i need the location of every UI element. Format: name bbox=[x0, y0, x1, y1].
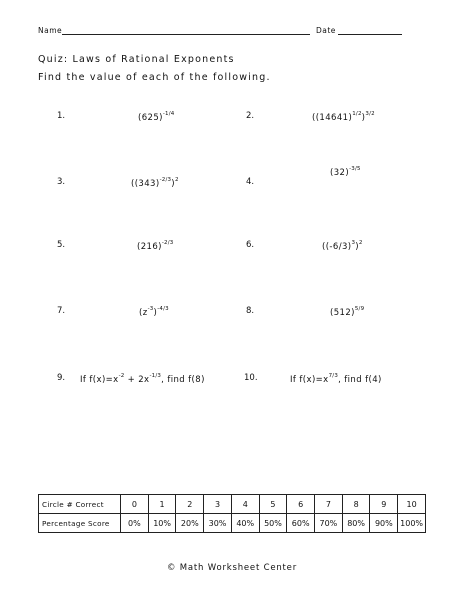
problem-7-number: 7. bbox=[57, 306, 66, 316]
percentage-cell: 30% bbox=[204, 514, 232, 533]
problem-10-number: 10. bbox=[244, 373, 258, 383]
row-label-percentage: Percentage Score bbox=[39, 514, 121, 533]
score-cell[interactable]: 8 bbox=[342, 495, 370, 514]
score-cell[interactable]: 2 bbox=[176, 495, 204, 514]
score-cell[interactable]: 0 bbox=[121, 495, 149, 514]
percentage-cell: 100% bbox=[398, 514, 426, 533]
percentage-cell: 0% bbox=[121, 514, 149, 533]
problem-10-expression: If $f(x)=x^{7/3}$, find f(4) bbox=[290, 373, 382, 385]
score-row-correct bbox=[39, 495, 426, 514]
score-cell[interactable]: 6 bbox=[287, 495, 315, 514]
problem-1-expression: $(625)^{-1/4}$ bbox=[138, 111, 175, 123]
footer-copyright: © Math Worksheet Center bbox=[166, 563, 297, 573]
problem-8-number: 8. bbox=[246, 306, 255, 316]
score-cell[interactable]: 9 bbox=[370, 495, 398, 514]
problem-4-expression: $(32)^{-3/5}$ bbox=[330, 166, 361, 178]
problem-6-expression: $((-6/3)^3)^2$ bbox=[322, 240, 363, 252]
problem-9-number: 9. bbox=[57, 373, 66, 383]
problem-8-expression: $(512)^{5/9}$ bbox=[330, 306, 365, 318]
score-cell[interactable]: 3 bbox=[204, 495, 232, 514]
row-label-correct: Circle # Correct bbox=[39, 495, 121, 514]
percentage-cell: 70% bbox=[315, 514, 343, 533]
percentage-cell: 80% bbox=[342, 514, 370, 533]
problem-4-number: 4. bbox=[246, 177, 255, 187]
name-label: Name bbox=[38, 26, 63, 35]
problem-5-expression: $(216)^{-2/3}$ bbox=[137, 240, 174, 252]
problem-2-number: 2. bbox=[246, 111, 255, 121]
percentage-cell: 10% bbox=[148, 514, 176, 533]
score-cell[interactable]: 10 bbox=[398, 495, 426, 514]
score-cell[interactable]: 4 bbox=[231, 495, 259, 514]
name-field-line[interactable] bbox=[62, 34, 310, 35]
score-cell[interactable]: 5 bbox=[259, 495, 287, 514]
date-label: Date bbox=[316, 26, 336, 35]
date-field-line[interactable] bbox=[338, 34, 402, 35]
percentage-cell: 90% bbox=[370, 514, 398, 533]
percentage-cell: 20% bbox=[176, 514, 204, 533]
score-cell[interactable]: 7 bbox=[315, 495, 343, 514]
score-table bbox=[38, 494, 426, 533]
problem-5-number: 5. bbox=[57, 240, 66, 250]
problem-1-number: 1. bbox=[57, 111, 66, 121]
percentage-cell: 60% bbox=[287, 514, 315, 533]
problem-2-expression: $((14641)^{1/2})^{3/2}$ bbox=[312, 111, 375, 123]
percentage-cell: 50% bbox=[259, 514, 287, 533]
score-row-percentage bbox=[39, 514, 426, 533]
problem-9-expression: If $f(x)=x^{-2} + 2x^{-1/3}$, find f(8) bbox=[80, 373, 205, 385]
problem-3-number: 3. bbox=[57, 177, 66, 187]
score-cell[interactable]: 1 bbox=[148, 495, 176, 514]
percentage-cell: 40% bbox=[231, 514, 259, 533]
instructions: Find the value of each of the following. bbox=[38, 72, 271, 83]
problem-6-number: 6. bbox=[246, 240, 255, 250]
problem-3-expression: $((343)^{-2/3})^2$ bbox=[131, 177, 179, 189]
problem-7-expression: $(z^{-3})^{-4/3}$ bbox=[139, 306, 169, 318]
quiz-title: Quiz: Laws of Rational Exponents bbox=[38, 54, 235, 65]
